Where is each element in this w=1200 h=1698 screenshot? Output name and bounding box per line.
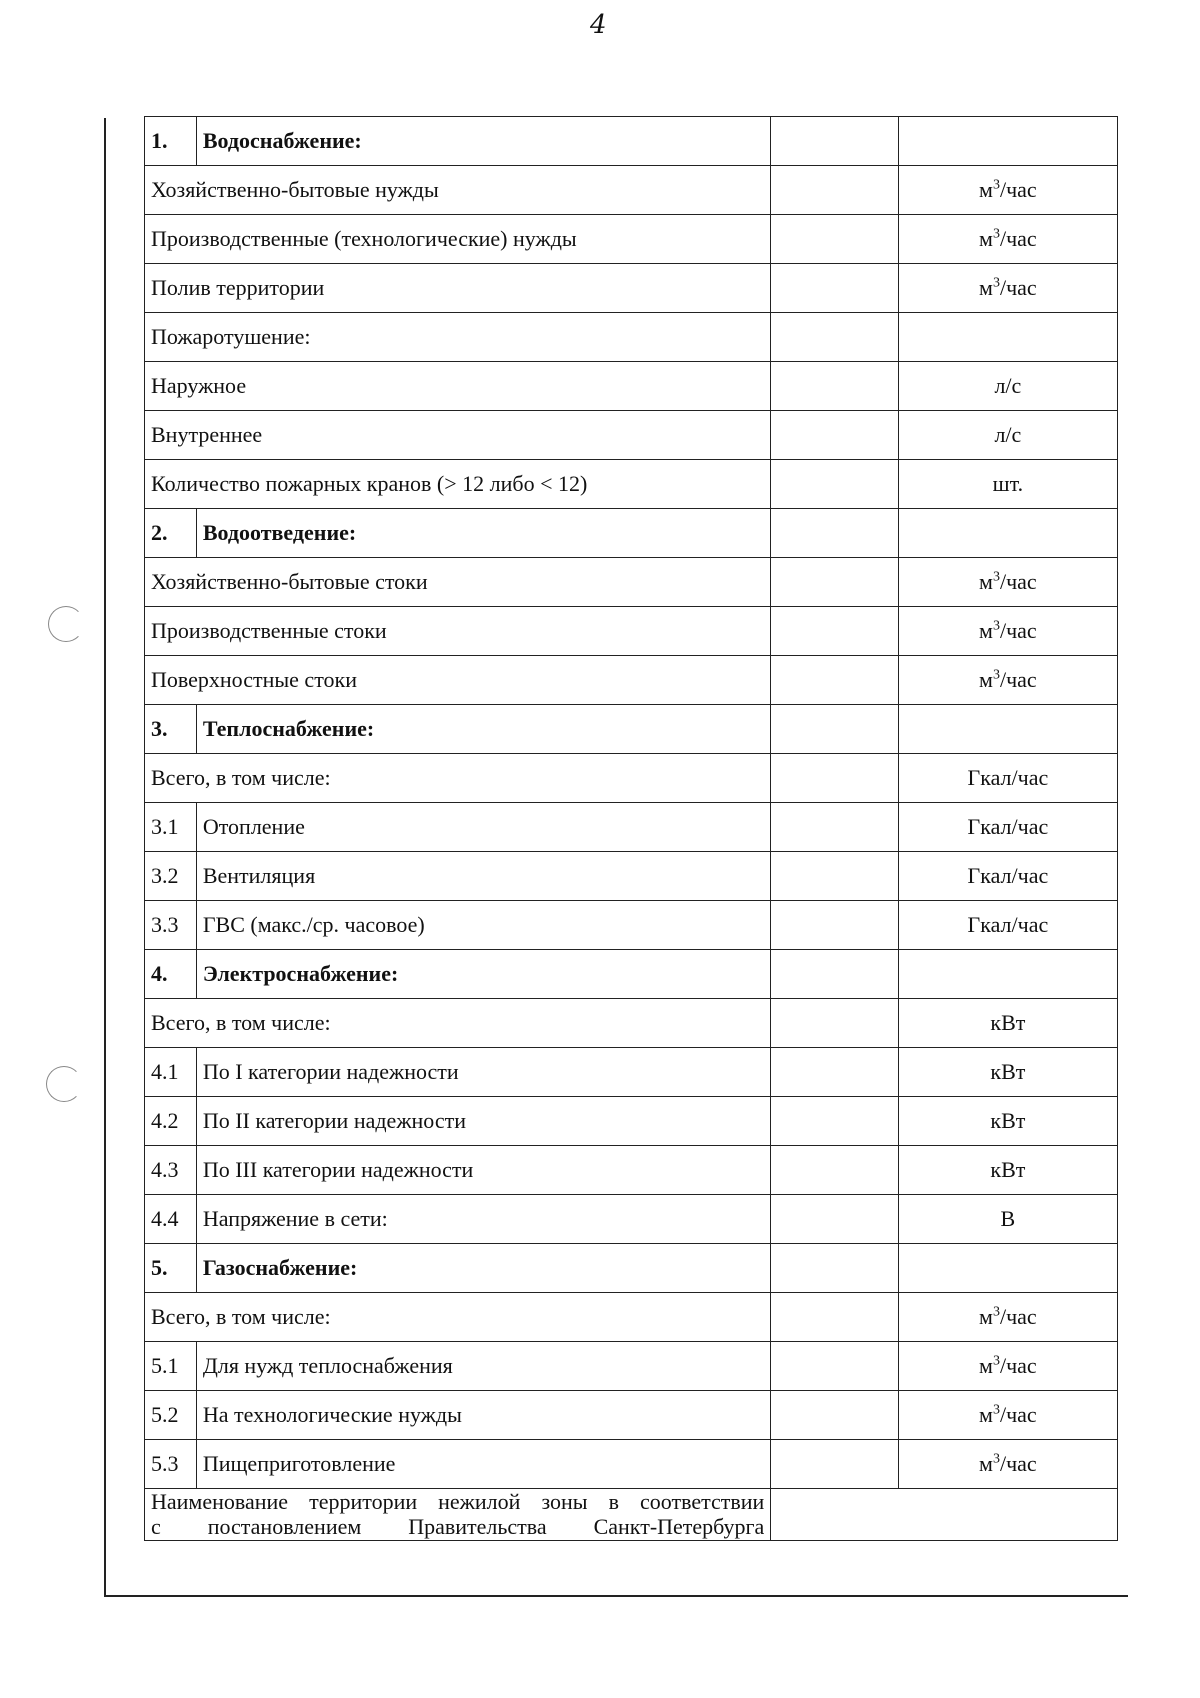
row-label: Внутреннее [145, 411, 771, 460]
value-cell[interactable] [771, 117, 898, 166]
table-row [145, 852, 1118, 901]
table-row [145, 754, 1118, 803]
territory-name-row [145, 1489, 1118, 1541]
territory-name-line-1: Наименование территории нежилой зоны в соответствии [151, 1489, 765, 1514]
section-number: 3. [145, 705, 197, 754]
table-row [145, 362, 1118, 411]
section-header-row [145, 1244, 1118, 1293]
territory-name-value[interactable] [771, 1489, 1118, 1541]
item-number: 4.3 [145, 1146, 197, 1195]
section-header-row [145, 117, 1118, 166]
row-label: ГВС (макс./ср. часовое) [196, 901, 771, 950]
unit-cell [898, 117, 1117, 166]
table-row [145, 558, 1118, 607]
unit-cell: кВт [898, 1146, 1117, 1195]
table-row [145, 460, 1118, 509]
item-number: 5.2 [145, 1391, 197, 1440]
table-row [145, 607, 1118, 656]
row-label: Напряжение в сети: [196, 1195, 771, 1244]
section-header-row [145, 705, 1118, 754]
row-label: Наружное [145, 362, 771, 411]
unit-cell: л/с [898, 362, 1117, 411]
table-row [145, 313, 1118, 362]
value-cell[interactable] [771, 1244, 898, 1293]
unit-cell: л/с [898, 411, 1117, 460]
item-number: 3.1 [145, 803, 197, 852]
section-title: Теплоснабжение: [196, 705, 771, 754]
value-cell[interactable] [771, 999, 898, 1048]
unit-cell [898, 313, 1117, 362]
row-label: На технологические нужды [196, 1391, 771, 1440]
row-label: Хозяйственно-бытовые стоки [145, 558, 771, 607]
territory-name-label [145, 1489, 771, 1541]
table-row [145, 901, 1118, 950]
row-label: Производственные стоки [145, 607, 771, 656]
unit-cell: $м^3$/час [898, 215, 1117, 264]
punch-hole [48, 606, 84, 642]
unit-cell: $м^3$/час [898, 656, 1117, 705]
value-cell[interactable] [771, 803, 898, 852]
value-cell[interactable] [771, 1391, 898, 1440]
section-title: Электроснабжение: [196, 950, 771, 999]
unit-cell: кВт [898, 999, 1117, 1048]
unit-cell [898, 1244, 1117, 1293]
value-cell[interactable] [771, 705, 898, 754]
row-label: Для нужд теплоснабжения [196, 1342, 771, 1391]
unit-cell: Гкал/час [898, 901, 1117, 950]
value-cell[interactable] [771, 264, 898, 313]
row-label: Хозяйственно-бытовые нужды [145, 166, 771, 215]
value-cell[interactable] [771, 1440, 898, 1489]
table-row [145, 264, 1118, 313]
table-row [145, 803, 1118, 852]
unit-cell: Гкал/час [898, 803, 1117, 852]
value-cell[interactable] [771, 607, 898, 656]
section-number: 1. [145, 117, 197, 166]
value-cell[interactable] [771, 558, 898, 607]
table-row [145, 1195, 1118, 1244]
unit-cell [898, 705, 1117, 754]
row-label: Пожаротушение: [145, 313, 771, 362]
row-label: Отопление [196, 803, 771, 852]
table-row [145, 1342, 1118, 1391]
unit-cell: кВт [898, 1048, 1117, 1097]
row-label: По III категории надежности [196, 1146, 771, 1195]
value-cell[interactable] [771, 362, 898, 411]
section-number: 4. [145, 950, 197, 999]
value-cell[interactable] [771, 1293, 898, 1342]
unit-cell: $м^3$/час [898, 264, 1117, 313]
row-label: Производственные (технологические) нужды [145, 215, 771, 264]
section-title: Водоснабжение: [196, 117, 771, 166]
row-label: По I категории надежности [196, 1048, 771, 1097]
unit-cell: шт. [898, 460, 1117, 509]
item-number: 4.4 [145, 1195, 197, 1244]
table-row [145, 999, 1118, 1048]
unit-cell: Гкал/час [898, 852, 1117, 901]
row-label: Количество пожарных кранов (> 12 либо < 12) [145, 460, 771, 509]
row-label: Поверхностные стоки [145, 656, 771, 705]
table-row [145, 1293, 1118, 1342]
table-row [145, 656, 1118, 705]
requirements-table [144, 116, 1118, 1541]
item-number: 3.3 [145, 901, 197, 950]
row-label: Полив территории [145, 264, 771, 313]
territory-name-line-2: с постановлением Правительства Санкт-Петербурга [151, 1514, 765, 1540]
table-row [145, 1146, 1118, 1195]
table-row [145, 1391, 1118, 1440]
value-cell[interactable] [771, 313, 898, 362]
value-cell[interactable] [771, 509, 898, 558]
value-cell[interactable] [771, 950, 898, 999]
table-row [145, 1440, 1118, 1489]
table-row [145, 215, 1118, 264]
unit-cell: $м^3$/час [898, 1293, 1117, 1342]
item-number: 5.3 [145, 1440, 197, 1489]
value-cell[interactable] [771, 1195, 898, 1244]
row-label: Всего, в том числе: [145, 999, 771, 1048]
unit-cell: $м^3$/час [898, 558, 1117, 607]
value-cell[interactable] [771, 901, 898, 950]
section-number: 5. [145, 1244, 197, 1293]
unit-cell: Гкал/час [898, 754, 1117, 803]
table-row [145, 1097, 1118, 1146]
unit-cell: $м^3$/час [898, 1391, 1117, 1440]
value-cell[interactable] [771, 1048, 898, 1097]
item-number: 5.1 [145, 1342, 197, 1391]
punch-hole [46, 1066, 82, 1102]
table-row [145, 1048, 1118, 1097]
section-header-row [145, 950, 1118, 999]
row-label: Вентиляция [196, 852, 771, 901]
table-row [145, 166, 1118, 215]
value-cell[interactable] [771, 460, 898, 509]
value-cell[interactable] [771, 166, 898, 215]
row-label: Всего, в том числе: [145, 754, 771, 803]
unit-cell [898, 950, 1117, 999]
row-label: Пищеприготовление [196, 1440, 771, 1489]
value-cell[interactable] [771, 1097, 898, 1146]
section-number: 2. [145, 509, 197, 558]
unit-cell [898, 509, 1117, 558]
unit-cell: кВт [898, 1097, 1117, 1146]
unit-cell: $м^3$/час [898, 1342, 1117, 1391]
item-number: 4.2 [145, 1097, 197, 1146]
row-label: По II категории надежности [196, 1097, 771, 1146]
value-cell[interactable] [771, 656, 898, 705]
value-cell[interactable] [771, 754, 898, 803]
row-label: Всего, в том числе: [145, 1293, 771, 1342]
value-cell[interactable] [771, 852, 898, 901]
section-header-row [145, 509, 1118, 558]
unit-cell: В [898, 1195, 1117, 1244]
item-number: 3.2 [145, 852, 197, 901]
value-cell[interactable] [771, 215, 898, 264]
unit-cell: $м^3$/час [898, 166, 1117, 215]
unit-cell: $м^3$/час [898, 1440, 1117, 1489]
section-title: Газоснабжение: [196, 1244, 771, 1293]
value-cell[interactable] [771, 411, 898, 460]
section-title: Водоотведение: [196, 509, 771, 558]
value-cell[interactable] [771, 1146, 898, 1195]
unit-cell: $м^3$/час [898, 607, 1117, 656]
value-cell[interactable] [771, 1342, 898, 1391]
item-number: 4.1 [145, 1048, 197, 1097]
page-number: 4 [590, 10, 607, 40]
table-row [145, 411, 1118, 460]
